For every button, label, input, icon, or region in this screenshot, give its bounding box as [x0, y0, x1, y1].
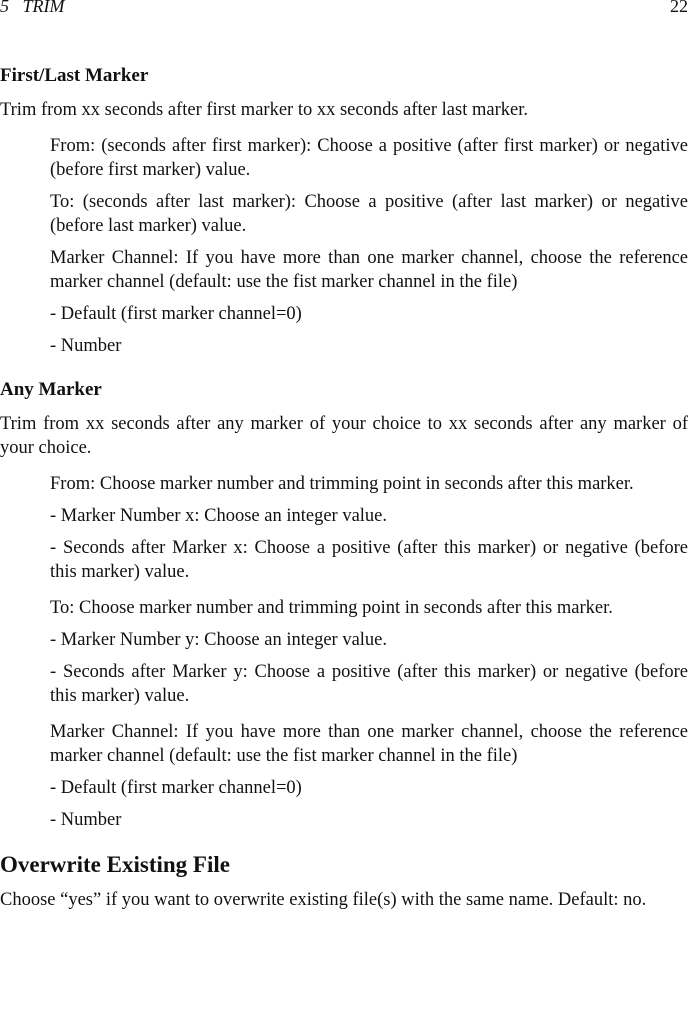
any-marker-heading: Any Marker [0, 379, 102, 400]
overwrite-heading: Overwrite Existing File [0, 852, 230, 877]
page-body [0, 62, 688, 912]
any-marker-channel: Marker Channel: If you have more than one marker channel, choose the reference marker channel (default: use the fist marker channel in the file) [50, 722, 688, 766]
first-last-number-option: - Number [50, 336, 122, 356]
first-last-intro: Trim from xx seconds after first marker to xx seconds after last marker. [0, 100, 528, 120]
page-header [0, 0, 688, 18]
any-marker-number-option: - Number [50, 810, 122, 830]
first-last-channel: Marker Channel: If you have more than one marker channel, choose the reference marker channel (default: use the fist marker channel in the file) [50, 248, 688, 292]
first-last-heading: First/Last Marker [0, 65, 149, 86]
first-last-to: To: (seconds after last marker): Choose a positive (after last marker) or negative (before last marker) value. [50, 192, 688, 236]
page-number: 22 [670, 0, 688, 16]
first-last-default-option: - Default (first marker channel=0) [50, 304, 302, 324]
any-marker-to-number: - Marker Number y: Choose an integer value. [50, 630, 388, 650]
section-title: 5 TRIM [0, 0, 65, 16]
any-marker-to: To: Choose marker number and trimming point in seconds after this marker. [50, 598, 613, 618]
any-marker-from-number: - Marker Number x: Choose an integer value. [50, 506, 388, 526]
any-marker-from: From: Choose marker number and trimming point in seconds after this marker. [50, 474, 634, 494]
any-marker-to-seconds: - Seconds after Marker y: Choose a positive (after this marker) or negative (before this marker) value. [50, 662, 688, 706]
first-last-from: From: (seconds after first marker): Choose a positive (after first marker) or negative (before first marker) value. [50, 136, 688, 180]
overwrite-text: Choose “yes” if you want to overwrite existing file(s) with the same name. Default: no. [0, 890, 647, 910]
any-marker-intro: Trim from xx seconds after any marker of your choice to xx seconds after any marker of your choice. [0, 414, 688, 458]
any-marker-default-option: - Default (first marker channel=0) [50, 778, 302, 798]
any-marker-from-seconds: - Seconds after Marker x: Choose a positive (after this marker) or negative (before this marker) value. [50, 538, 688, 582]
